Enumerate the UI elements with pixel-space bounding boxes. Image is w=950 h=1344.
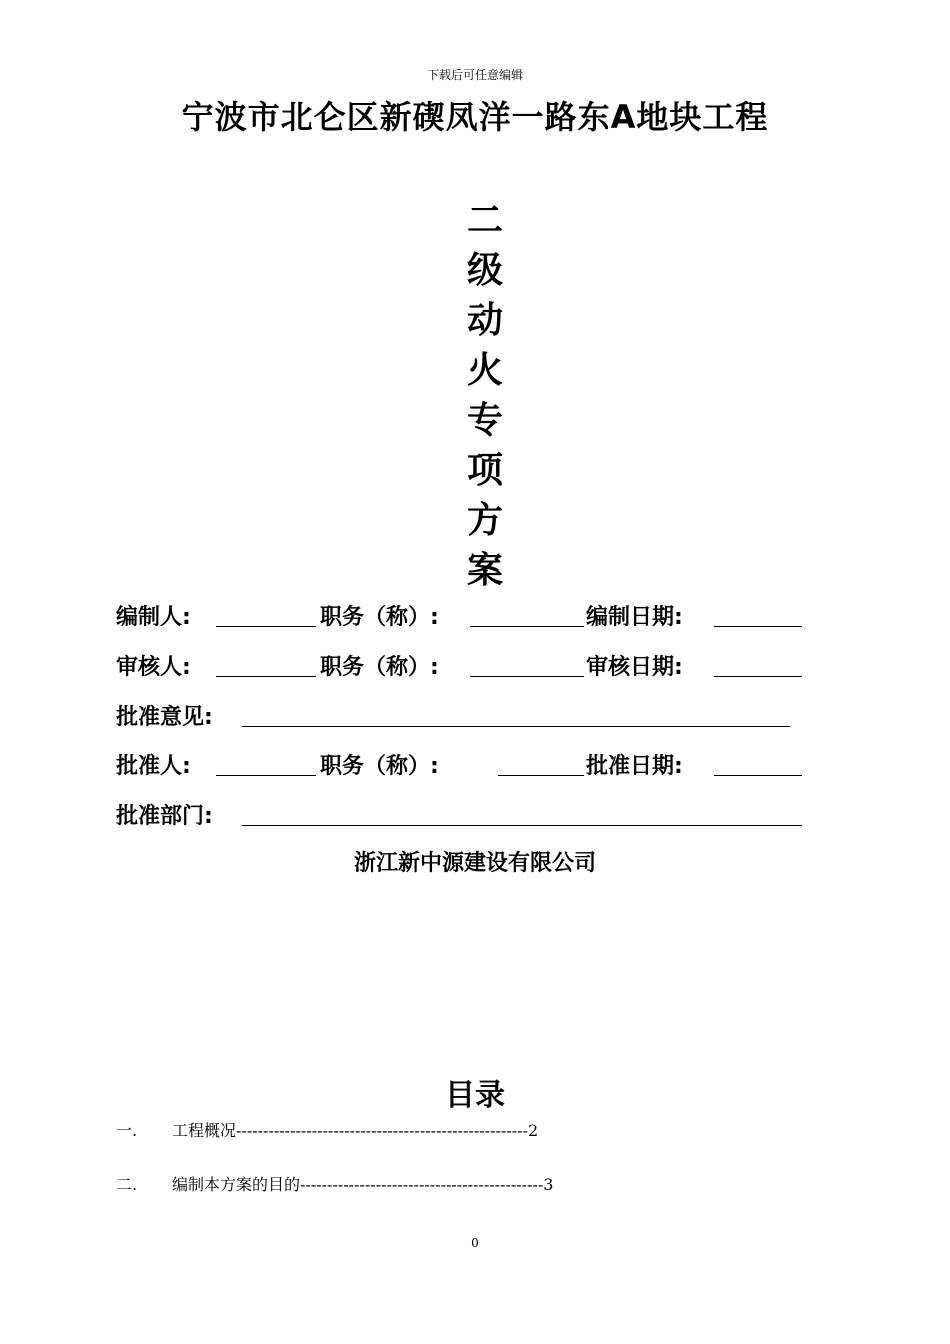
doc-title-char-4: 火 [466, 350, 503, 391]
toc-item-text [172, 1172, 553, 1195]
reviewer-position-label: 职务（称）: [320, 655, 439, 680]
compiler-label: 编制人: [116, 605, 191, 630]
approval-date-label: 批准日期: [586, 754, 683, 779]
form-row-compiler [116, 600, 806, 632]
doc-title-char-7: 方 [466, 500, 503, 541]
toc-item-page: 2 [527, 1121, 539, 1140]
header-note: 下载后可任意编辑 [426, 68, 523, 82]
form-row-approver [116, 749, 806, 781]
approval-department-field[interactable] [242, 825, 802, 826]
reviewer-label: 审核人: [116, 655, 191, 680]
compiler-position-field[interactable] [470, 626, 584, 627]
approver-position-label: 职务（称）: [320, 754, 439, 779]
toc-item-number: 二. [116, 1175, 138, 1194]
form-row-reviewer [116, 650, 806, 682]
doc-title-char-3: 动 [466, 300, 503, 341]
approval-date-field[interactable] [714, 775, 802, 776]
compile-date-field[interactable] [714, 626, 802, 627]
doc-title-char-8: 案 [466, 550, 503, 591]
doc-title-char-6: 项 [466, 450, 503, 491]
project-title: 宁波市北仑区新碶凤洋一路东A地块工程 [181, 98, 769, 136]
doc-title-char-5: 专 [466, 400, 503, 441]
toc-item-leader: ------------------------------------------------------ [236, 1121, 528, 1140]
compiler-field[interactable] [216, 626, 316, 627]
toc-title: 目录 [445, 1078, 505, 1113]
toc-item-leader: --------------------------------------------- [300, 1175, 544, 1194]
approval-opinion-field[interactable] [242, 726, 790, 727]
toc-item-page: 3 [543, 1175, 554, 1194]
page-number: 0 [471, 1236, 479, 1250]
doc-title-char-1: 二 [466, 200, 503, 241]
toc-item-text [172, 1118, 538, 1141]
approver-position-field[interactable] [498, 775, 584, 776]
review-date-label: 审核日期: [586, 655, 683, 680]
toc-item-label: 编制本方案的目的 [172, 1175, 301, 1194]
form-row-approval-department [116, 799, 806, 831]
approval-opinion-label: 批准意见: [116, 705, 213, 730]
reviewer-field[interactable] [216, 676, 316, 677]
toc-item-label: 工程概况 [172, 1121, 237, 1140]
approver-label: 批准人: [116, 754, 191, 779]
approver-field[interactable] [216, 775, 316, 776]
compiler-position-label: 职务（称）: [320, 605, 439, 630]
doc-title-char-2: 级 [466, 250, 503, 291]
compile-date-label: 编制日期: [586, 605, 683, 630]
reviewer-position-field[interactable] [470, 676, 584, 677]
review-date-field[interactable] [714, 676, 802, 677]
form-row-approval-opinion [116, 700, 806, 732]
toc-item-number: 一. [116, 1121, 138, 1140]
approval-department-label: 批准部门: [116, 804, 213, 829]
company-name: 浙江新中源建设有限公司 [353, 851, 596, 876]
